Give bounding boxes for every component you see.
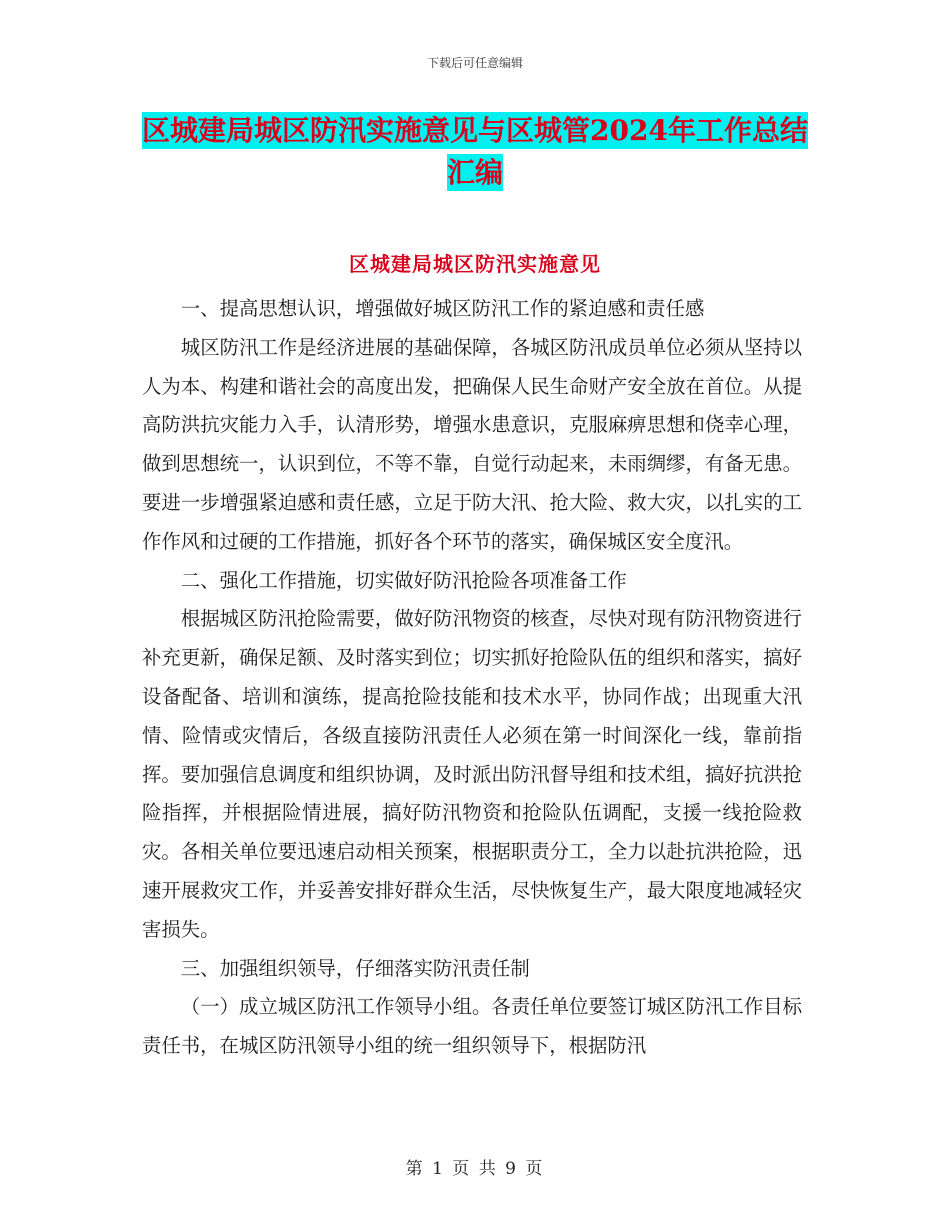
paragraph-2: 根据城区防汛抢险需要，做好防汛物资的核查，尽快对现有防汛物资进行补充更新，确保足额、及时落实到位；切实抓好抢险队伍的组织和落实，搞好设备配备、培训和演练，提高抢险技能和技术水平，协同作战；出现重大汛情、险情或灾情后，各级直接防汛责任人必须在第一时间深化一线，靠前指挥。要加强信息调度和组织协调，及时派出防汛督导组和技术组，搞好抗洪抢险指挥，并根据险情进展，搞好防汛物资和抢险队伍调配，支援一线抢险救灾。各相关单位要迅速启动相关预案，根据职责分工，全力以赴抗洪抢险，迅速开展救灾工作，并妥善安排好群众生活，尽快恢复生产，最大限度地减轻灾害损失。 bbox=[142, 607, 802, 941]
document-body bbox=[142, 290, 802, 1066]
section-title: 区城建局城区防汛实施意见 bbox=[349, 252, 601, 276]
paragraph-1: 城区防汛工作是经济进展的基础保障，各城区防汛成员单位必须从坚持以人为本、构建和谐社会的高度出发，把确保人民生命财产安全放在首位。从提高防洪抗灾能力入手，认清形势，增强水患意识，克服麻痹思想和侥幸心理，做到思想统一，认识到位，不等不靠，自觉行动起来，未雨绸缪，有备无患。要进一步增强紧迫感和责任感，立足于防大汛、抢大险、救大灾，以扎实的工作作风和过硬的工作措施，抓好各个环节的落实，确保城区安全度汛。 bbox=[142, 335, 802, 553]
heading-2: 二、强化工作措施，切实做好防汛抢险各项准备工作 bbox=[180, 568, 627, 592]
document-title bbox=[140, 110, 810, 194]
paragraph-3: （一）成立城区防汛工作领导小组。各责任单位要签订城区防汛工作目标责任书，在城区防汛领导小组的统一组织领导下，根据防汛 bbox=[142, 995, 802, 1058]
page-number-footer: 第 1 页 共 9 页 bbox=[405, 1159, 545, 1179]
heading-3: 三、加强组织领导，仔细落实防汛责任制 bbox=[180, 956, 530, 980]
header-note: 下载后可任意编辑 bbox=[426, 56, 523, 70]
document-title-line-1: 区城建局城区防汛实施意见与区城管2024年工作总结 bbox=[142, 114, 808, 147]
document-title-line-2: 汇编 bbox=[446, 156, 503, 189]
heading-1: 一、提高思想认识，增强做好城区防汛工作的紧迫感和责任感 bbox=[180, 297, 705, 320]
